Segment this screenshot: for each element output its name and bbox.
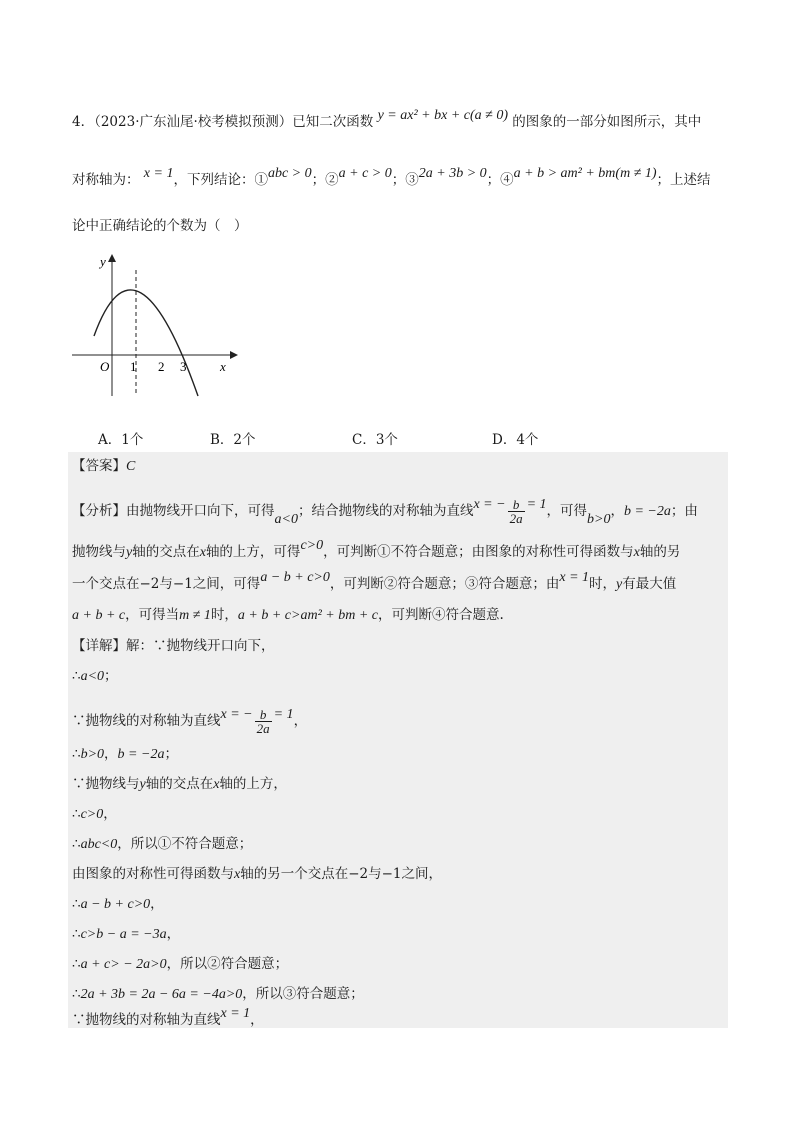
fraction-numerator: b (255, 708, 272, 722)
question-text: ，下列结论： (173, 172, 255, 188)
detail-math: x = − (220, 707, 253, 722)
analysis-fraction (508, 498, 525, 525)
function-formula: y = ax² + bx + c(a ≠ 0) (377, 108, 508, 123)
analysis-math: c>0 (300, 538, 324, 553)
origin-label: O (100, 359, 110, 374)
therefore-symbol: ∴ (72, 806, 81, 822)
detail-text: ， (104, 746, 118, 762)
y-axis-arrow (108, 254, 116, 262)
analysis-line-2 (72, 538, 681, 563)
answer-line (72, 456, 135, 477)
detail-line-7 (72, 864, 442, 885)
detail-line-0 (72, 636, 275, 656)
analysis-line-3 (72, 570, 677, 595)
analysis-math: x = 1 (559, 570, 590, 585)
y-label: y (100, 254, 106, 269)
option-letter: D． (492, 432, 517, 448)
detail-math: b = −2a (117, 747, 165, 762)
analysis-text: 由抛物线开口向下，可得 (126, 503, 275, 519)
detail-line-9 (72, 924, 180, 945)
conclusion-mark: ② (325, 172, 339, 188)
conclusion-mark: ④ (500, 172, 514, 188)
detail-line-5 (72, 804, 117, 825)
analysis-math: a − b + c>0 (260, 570, 330, 585)
detail-text: ∵抛物线的对称轴为直线 (72, 713, 221, 729)
detail-line-10 (72, 954, 288, 975)
detail-math: c>0 (80, 807, 104, 822)
fraction-denominator: 2a (256, 721, 270, 736)
analysis-math: x (633, 545, 640, 560)
therefore-symbol: ∴ (72, 746, 81, 762)
detail-text: 轴的另一个交点在−2与−1之间， (240, 866, 443, 882)
analysis-text: ，可判断①不符合题意；由图象的对称性可得函数与 (323, 544, 634, 560)
detail-math: a − b + c>0 (80, 897, 151, 912)
detail-text: ，所以①不符合题意； (117, 836, 253, 852)
detail-text: 轴的上方， (219, 776, 287, 792)
option-text: 1个 (121, 432, 144, 448)
detail-text: ， (103, 806, 117, 822)
analysis-line-4 (72, 605, 504, 626)
detail-text: ； (104, 668, 118, 684)
analysis-math: x (199, 545, 206, 560)
analysis-text: 轴的交点在 (132, 544, 200, 560)
analysis-text: ， (610, 503, 624, 519)
fraction-numerator: b (508, 498, 525, 512)
detail-text: ∵抛物线的对称轴为直线 (72, 1012, 221, 1028)
separator: ； (391, 172, 406, 188)
option-letter: A． (98, 432, 122, 448)
answer-value: C (126, 459, 136, 474)
analysis-text: 有最大值 (622, 576, 677, 592)
analysis-math: = 1 (526, 497, 547, 512)
analysis-text: ，可判断④符合题意. (378, 607, 504, 623)
detail-math: = 1 (273, 707, 294, 722)
analysis-math: a + b + c>am² + bm + c (237, 608, 378, 623)
detail-fraction (255, 708, 272, 735)
detail-text: ∵抛物线与 (72, 776, 140, 792)
detail-math: x (213, 777, 220, 792)
answer-label: 【答案】 (72, 458, 126, 474)
detail-math: x (234, 867, 241, 882)
analysis-math: b>0 (587, 512, 611, 527)
option-c[interactable] (352, 428, 398, 448)
therefore-symbol: ∴ (72, 896, 81, 912)
question-text: 的图象的一部分如图所示，其中 (512, 114, 702, 130)
detail-line-12 (72, 1006, 264, 1031)
tick-1: 1 (130, 359, 137, 374)
detail-math: c>b − a = −3a (80, 927, 167, 942)
parabola-curve (94, 290, 198, 396)
detail-line-8 (72, 894, 164, 915)
detail-line-1 (72, 666, 118, 687)
analysis-text: 抛物线与 (72, 544, 126, 560)
option-d[interactable] (492, 428, 538, 448)
conclusion-3: 2a + 3b > 0 (418, 166, 487, 181)
option-text: 3个 (375, 432, 398, 448)
detail-line-6 (72, 834, 252, 855)
analysis-math: y (616, 577, 623, 592)
analysis-math: y (126, 545, 133, 560)
conclusion-1: abc > 0 (267, 166, 312, 181)
analysis-text: 时， (210, 607, 238, 623)
detail-math: b>0 (80, 747, 105, 762)
question-text: 论中正确结论的个数为（ ） (72, 218, 248, 234)
analysis-text: ；结合抛物线的对称轴为直线 (297, 503, 474, 519)
conclusion-mark: ① (254, 172, 268, 188)
therefore-symbol: ∴ (72, 836, 81, 852)
analysis-math: m ≠ 1 (179, 608, 211, 623)
option-letter: B． (210, 432, 234, 448)
analysis-text: 一个交点在−2与−1之间，可得 (72, 576, 261, 592)
question-number: 4． (72, 114, 95, 130)
option-text: 4个 (516, 432, 539, 448)
question-line-1 (72, 108, 702, 133)
question-line-3 (72, 216, 248, 236)
analysis-text: ；由 (670, 503, 698, 519)
analysis-text: ，可得当 (125, 607, 180, 623)
separator: ； (311, 172, 326, 188)
detail-math: 2a + 3b = 2a − 6a = −4a>0 (80, 987, 243, 1002)
detail-line-3 (72, 744, 178, 765)
analysis-math: b = −2a (623, 504, 671, 519)
option-text: 2个 (233, 432, 256, 448)
conclusion-4: a + b > am² + bm(m ≠ 1) (513, 166, 657, 181)
detail-text: ， (166, 926, 181, 942)
detail-text: 轴的交点在 (145, 776, 214, 792)
option-b[interactable] (210, 428, 256, 448)
detail-text: ，所以③符合题意； (242, 986, 364, 1002)
fraction-denominator: 2a (509, 511, 523, 526)
therefore-symbol: ∴ (72, 668, 81, 684)
analysis-math: a<0 (274, 512, 298, 527)
axis-equation: x = 1 (143, 166, 174, 181)
separator: ； (486, 172, 501, 188)
analysis-text: 轴的上方，可得 (205, 544, 301, 560)
therefore-symbol: ∴ (72, 956, 81, 972)
x-label: x (220, 359, 226, 374)
question-text: 对称轴为： (72, 172, 140, 188)
option-a[interactable] (98, 428, 143, 448)
conclusion-mark: ③ (405, 172, 419, 188)
question-line-2 (72, 166, 711, 191)
tick-3: 3 (180, 359, 187, 374)
detail-math: x = 1 (220, 1006, 251, 1021)
x-axis-arrow (230, 351, 238, 359)
detail-line-2 (72, 708, 307, 735)
therefore-symbol: ∴ (72, 986, 81, 1002)
detail-text: ， (293, 713, 308, 729)
analysis-text: ，可得 (546, 503, 588, 519)
detail-text: 由图象的对称性可得函数与 (72, 866, 234, 882)
detail-text: ， (250, 1012, 264, 1028)
question-intro: 已知二次函数 (292, 114, 374, 130)
detail-text: 解：∵抛物线开口向下， (126, 638, 275, 654)
option-letter: C． (352, 432, 376, 448)
detail-label: 【详解】 (72, 638, 126, 654)
analysis-line-1 (72, 498, 698, 525)
detail-text: ， (150, 896, 164, 912)
detail-text: ； (164, 746, 178, 762)
question-text: ；上述结 (656, 172, 711, 188)
analysis-text: ，可判断②符合题意；③符合题意；由 (329, 576, 560, 592)
analysis-math: x = − (473, 497, 506, 512)
question-source: （2023·广东汕尾·校考模拟预测） (94, 114, 293, 130)
analysis-math: a + b + c (72, 608, 126, 623)
analysis-label: 【分析】 (72, 503, 126, 519)
detail-line-4 (72, 774, 287, 795)
analysis-text: 时， (589, 576, 617, 592)
detail-line-11 (72, 984, 364, 1005)
conclusion-2: a + c > 0 (338, 166, 392, 181)
parabola-graph (70, 250, 240, 398)
detail-math: a<0 (80, 669, 105, 684)
detail-math: a + c> − 2a>0 (80, 957, 167, 972)
detail-math: abc<0 (80, 837, 118, 852)
detail-text: ，所以②符合题意； (166, 956, 289, 972)
tick-2: 2 (158, 359, 165, 374)
analysis-text: 轴的另 (639, 544, 681, 560)
therefore-symbol: ∴ (72, 926, 81, 942)
detail-math: y (139, 777, 146, 792)
